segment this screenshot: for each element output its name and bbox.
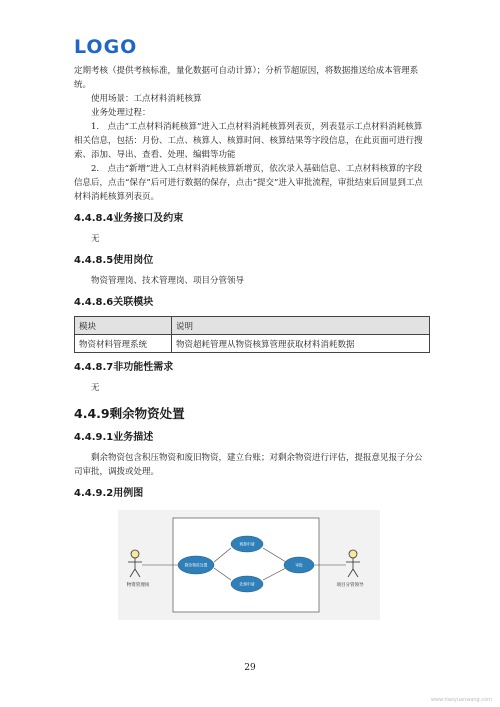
logo: LOGO [74,36,138,58]
document-body [74,64,430,507]
actor-right-label: 项目分管领导 [336,583,364,588]
usage-scenario: 使用场景：工点材料消耗核算 [91,94,202,104]
body-4484: 无 [91,234,100,244]
process-step-2: 2. 点击“新增”进入工点材料消耗核算新增页，依次录入基础信息、工点材料核算的字段信息后，点击“保存”后可进行数据的保存，点击“提交”进入审批流程，审批结束后回显到工点材料消耗核算列表页。 [74,164,423,202]
process-step-1: 1. 点击“工点材料消耗核算”进入工点材料消耗核算列表页，列表显示工点材料消耗核算相关信息，包括：月份、工点、核算人、核算时间、核算结果等字段信息，在此页面可进行搜索、添加、导出、查看、处理、编辑等功能 [74,122,423,160]
table-cell: 物资超耗管理从物资核算管理获取材料消耗数据 [172,335,430,353]
use-case-diagram-svg [118,510,380,620]
heading-4484: 4.4.8.4业务接口及约束 [74,213,184,224]
actor-left-figure [128,550,142,577]
related-modules-table [74,316,430,353]
body-4487: 无 [91,383,100,393]
table-header-row [75,317,430,335]
usecase-transfer-label: 调拨申请 [239,541,255,547]
table-header-cell: 说明 [172,317,430,335]
usecase-disposal-label: 剩余物资处置 [184,562,208,568]
body-4485: 物资管理岗、技术管理岗、项目分管领导 [91,276,245,286]
actor-right-figure [346,550,360,577]
heading-4485: 4.4.8.5使用岗位 [74,255,154,266]
table-cell: 物资材料管理系统 [75,335,172,353]
heading-4487: 4.4.8.7非功能性需求 [74,362,174,373]
page-number: 29 [244,663,256,673]
heading-4486: 4.4.8.6关联模块 [74,297,154,308]
heading-4491: 4.4.9.1业务描述 [74,432,154,443]
watermark: www.tiaoyuanwang.com [431,697,492,703]
intro-line: 定期考核（提供考核标准，量化数据可自动计算）；分析节超原因，将数据推送给成本管理系统。 [74,66,419,90]
usecase-handle-label: 处理申请 [239,581,255,587]
actor-left-label: 物资管理岗 [126,583,150,588]
body-4491: 剩余物资包含积压物资和废旧物资，建立台账；对剩余物资进行评估，提报意见报子分公司审批，调拨或处理。 [74,453,423,477]
heading-449: 4.4.9剩余物资处置 [74,406,185,421]
use-case-diagram [118,510,380,620]
table-row [75,335,430,353]
table-header-cell: 模块 [75,317,172,335]
process-title: 业务处理过程： [91,108,151,118]
heading-4492: 4.4.9.2用例图 [74,488,144,499]
usecase-approval-label: 审批 [295,562,303,568]
